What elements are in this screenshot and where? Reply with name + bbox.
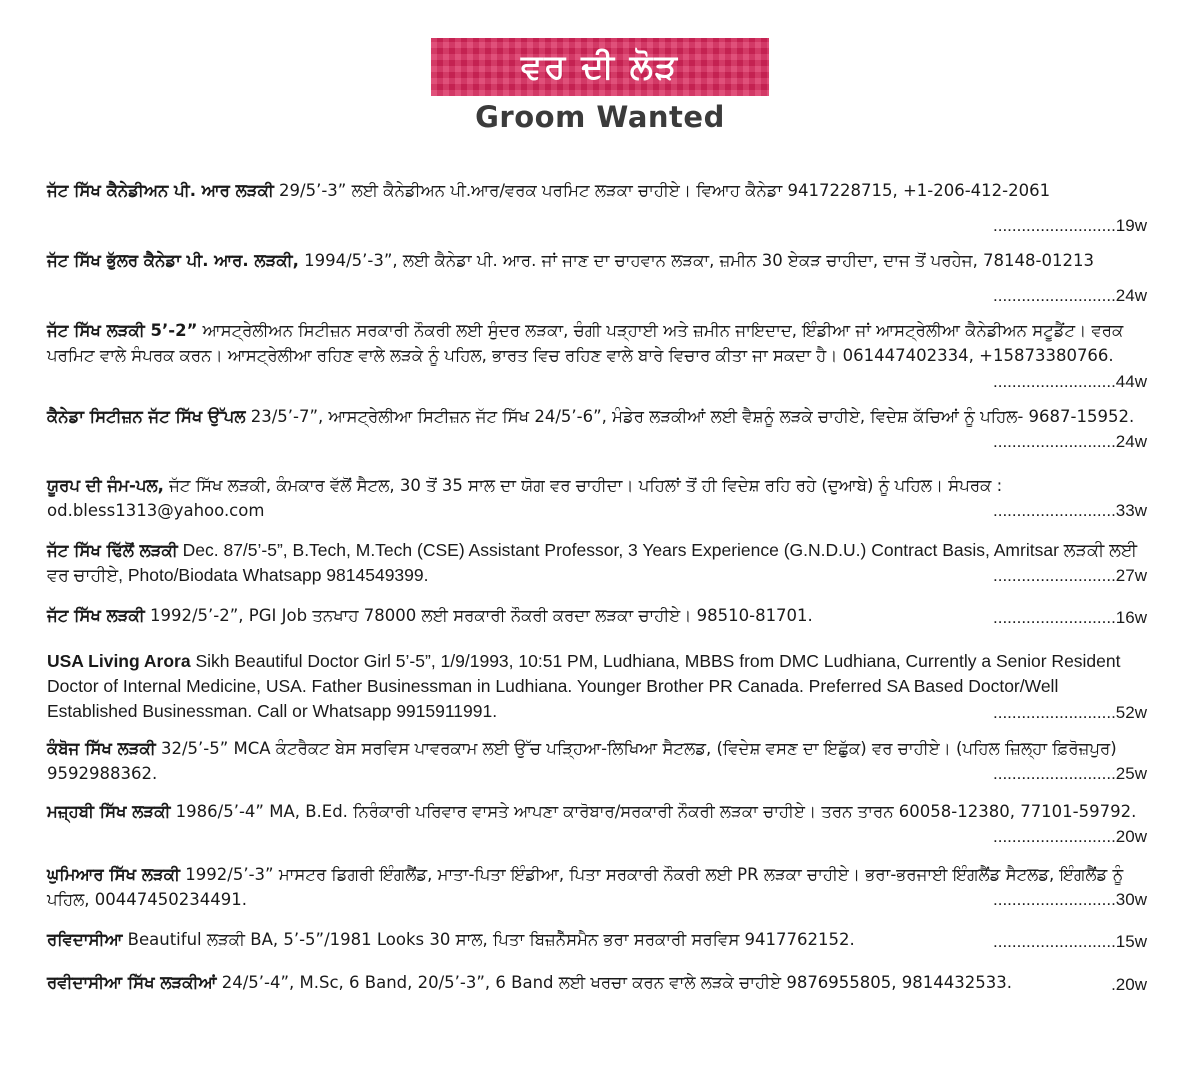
ad-price: ..........................19w <box>987 213 1147 238</box>
ad-body <box>47 318 1147 368</box>
ad-lead: ਜੱਟ ਸਿੱਖ ਲੜਕੀ 5’-2” <box>47 321 198 340</box>
classified-ad <box>47 862 1147 912</box>
section-subtitle: Groom Wanted <box>475 100 725 134</box>
classified-ad <box>47 649 1147 725</box>
classified-ad <box>47 318 1147 394</box>
ad-body <box>47 970 1147 995</box>
ad-body <box>47 473 1147 523</box>
ad-lead: ਕੰਬੋਜ ਸਿੱਖ ਲੜਕੀ <box>47 739 156 758</box>
ad-price: ..........................16w <box>987 605 1147 630</box>
ad-lead: ਰਵੀਦਾਸੀਆ ਸਿੱਖ ਲੜਕੀਆਂ <box>47 973 217 992</box>
ad-text: 29/5’-3” ਲਈ ਕੈਨੇਡੀਅਨ ਪੀ.ਆਰ/ਵਰਕ ਪਰਮਿਟ ਲੜਕਾ ਚਾਹੀਏ। ਵਿਆਹ ਕੈਨੇਡਾ 9417228715, +1-206-412-2061 <box>273 181 1051 200</box>
classified-ad <box>47 799 1147 849</box>
ad-lead: ਘੁਮਿਆਰ ਸਿੱਖ ਲੜਕੀ <box>47 865 181 884</box>
ad-price: ..........................52w <box>987 700 1147 725</box>
ad-body <box>47 248 1147 273</box>
ad-price: ..........................33w <box>987 498 1147 523</box>
ad-price: .20w <box>1105 972 1147 997</box>
ad-body <box>47 404 1147 429</box>
ad-lead: ਜੱਟ ਸਿੱਖ ਭੁੱਲਰ ਕੈਨੇਡਾ ਪੀ. ਆਰ. ਲੜਕੀ, <box>47 251 299 270</box>
ad-text: 24/5’-4”, M.Sc, 6 Band, 20/5’-3”, 6 Band ਲਈ ਖਰਚਾ ਕਰਨ ਵਾਲੇ ਲੜਕੇ ਚਾਹੀਏ 9876955805, 9814432533. <box>216 973 1013 992</box>
ad-text: ਜੱਟ ਸਿੱਖ ਲੜਕੀ, ਕੰਮਕਾਰ ਵੱਲੋਂ ਸੈਟਲ, 30 ਤੋਂ 35 ਸਾਲ ਦਾ ਯੋਗ ਵਰ ਚਾਹੀਦਾ। ਪਹਿਲਾਂ ਤੋਂ ਹੀ ਵਿਦੇਸ਼ ਰਹਿ ਰਹੇ (ਦੁਆਬੇ) ਨੂੰ ਪਹਿਲ। ਸੰਪਰਕ : od.bless1313@yahoo.com <box>47 476 1003 520</box>
classified-ad <box>47 404 1147 454</box>
classified-ad <box>47 538 1147 588</box>
ad-lead: ਰਵਿਦਾਸੀਆ <box>47 930 123 949</box>
ad-text: 1992/5’-3” ਮਾਸਟਰ ਡਿਗਰੀ ਇੰਗਲੈਂਡ, ਮਾਤਾ-ਪਿਤਾ ਇੰਡੀਆ, ਪਿਤਾ ਸਰਕਾਰੀ ਨੌਕਰੀ ਲਈ PR ਲੜਕਾ ਚਾਹੀਏ। ਭਰਾ-ਭਰਜਾਈ ਇੰਗਲੈਂਡ ਸੈਟਲਡ, ਇੰਗਲੈਂਡ ਨੂੰ ਪਹਿਲ, 00447450234491. <box>47 865 1124 909</box>
ad-text: 32/5’-5” MCA ਕੰਟਰੈਕਟ ਬੇਸ ਸਰਵਿਸ ਪਾਵਰਕਾਮ ਲਈ ਉੱਚ ਪੜ੍ਹਿਆ-ਲਿਖਿਆ ਸੈਟਲਡ, (ਵਿਦੇਸ਼ ਵਸਣ ਦਾ ਇਛੁੱਕ) ਵਰ ਚਾਹੀਏ। (ਪਹਿਲ ਜ਼ਿਲ੍ਹਾ ਫ਼ਿਰੋਜ਼ਪੁਰ) 9592988362. <box>47 739 1117 783</box>
classified-ad <box>47 178 1147 238</box>
classified-ad <box>47 927 1147 954</box>
ad-text: Dec. 87/5’-5”, B.Tech, M.Tech (CSE) Assistant Professor, 3 Years Experience (G.N.D.U.) Contract Basis, Amritsar ਲੜਕੀ ਲਈ ਵਰ ਚਾਹੀਏ, Photo/Biodata Whatsapp 9814549399. <box>47 540 1138 585</box>
classified-ads-list <box>47 178 1147 997</box>
ad-body <box>47 649 1147 724</box>
classified-ad <box>47 248 1147 308</box>
ad-body <box>47 736 1147 786</box>
ad-lead: ਮਜ਼੍ਹਬੀ ਸਿੱਖ ਲੜਕੀ <box>47 802 171 821</box>
ad-price: ..........................30w <box>987 887 1147 912</box>
ad-body <box>47 862 1147 912</box>
ad-lead: ਯੂਰਪ ਦੀ ਜੰਮ-ਪਲ, <box>47 476 164 495</box>
ad-text: ਆਸਟ੍ਰੇਲੀਅਨ ਸਿਟੀਜ਼ਨ ਸਰਕਾਰੀ ਨੌਕਰੀ ਲਈ ਸੁੰਦਰ ਲੜਕਾ, ਚੰਗੀ ਪੜ੍ਹਾਈ ਅਤੇ ਜ਼ਮੀਨ ਜਾਇਦਾਦ, ਇੰਡੀਆ ਜਾਂ ਆਸਟ੍ਰੇਲੀਆ ਕੈਨੇਡੀਅਨ ਸਟੂਡੈਂਟ। ਵਰਕ ਪਰਮਿਟ ਵਾਲੇ ਸੰਪਰਕ ਕਰਨ। ਆਸਟ੍ਰੇਲੀਆ ਰਹਿਣ ਵਾਲੇ ਲੜਕੇ ਨੂੰ ਪਹਿਲ, ਭਾਰਤ ਵਿਚ ਰਹਿਣ ਵਾਲੇ ਬਾਰੇ ਵਿਚਾਰ ਕੀਤਾ ਜਾ ਸਕਦਾ ਹੈ। 061447402334, +15873380766. <box>47 321 1124 365</box>
classified-ad <box>47 736 1147 786</box>
ad-body <box>47 799 1147 824</box>
ad-text: 1992/5’-2”, PGI Job ਤਨਖਾਹ 78000 ਲਈ ਸਰਕਾਰੀ ਨੌਕਰੀ ਕਰਦਾ ਲੜਕਾ ਚਾਹੀਏ। 98510-81701. <box>144 606 813 625</box>
ad-lead: ਜੱਟ ਸਿੱਖ ਲੜਕੀ <box>47 606 145 625</box>
ad-price: ..........................15w <box>987 929 1147 954</box>
header <box>0 38 1200 134</box>
ad-lead: ਜੱਟ ਸਿੱਖ ਕੈਨੇਡੀਅਨ ਪੀ. ਆਰ ਲੜਕੀ <box>47 181 274 200</box>
ad-price: ..........................25w <box>987 761 1147 786</box>
ad-lead: ਜੱਟ ਸਿੱਖ ਢਿੱਲੋਂ ਲੜਕੀ <box>47 541 178 560</box>
ad-text: Sikh Beautiful Doctor Girl 5’-5”, 1/9/1993, 10:51 PM, Ludhiana, MBBS from DMC Ludhiana, Currently a Senior Resident Doctor of Internal Medicine, USA. Father Businessman in Ludhiana. Younger Brother PR Canada. Preferred SA Based Doctor/Well Established Businessman. Call or Whatsapp 9915911991. <box>47 651 1121 721</box>
ad-text: 1994/5’-3”, ਲਈ ਕੈਨੇਡਾ ਪੀ. ਆਰ. ਜਾਂ ਜਾਣ ਦਾ ਚਾਹਵਾਨ ਲੜਕਾ, ਜ਼ਮੀਨ 30 ਏਕੜ ਚਾਹੀਦਾ, ਦਾਜ ਤੋਂ ਪਰਹੇਜ, 78148-01213 <box>298 251 1094 270</box>
ad-price: ..........................44w <box>987 369 1147 394</box>
ad-body <box>47 178 1147 203</box>
banner-title: ਵਰ ਦੀ ਲੋੜ <box>431 38 769 96</box>
ad-text: Beautiful ਲੜਕੀ BA, 5’-5”/1981 Looks 30 ਸਾਲ, ਪਿਤਾ ਬਿਜ਼ਨੈੱਸਮੈਨ ਭਰਾ ਸਰਕਾਰੀ ਸਰਵਿਸ 9417762152. <box>122 930 855 949</box>
classified-ad <box>47 473 1147 523</box>
ad-body <box>47 603 1147 628</box>
ad-price: ..........................24w <box>987 429 1147 454</box>
ad-price: ..........................20w <box>987 824 1147 849</box>
ad-lead: USA Living Arora <box>47 651 191 671</box>
ad-text: 23/5’-7”, ਆਸਟ੍ਰੇਲੀਆ ਸਿਟੀਜ਼ਨ ਜੱਟ ਸਿੱਖ 24/5’-6”, ਮੰਡੇਰ ਲੜਕੀਆਂ ਲਈ ਵੈਸ਼ਨੂੰ ਲੜਕੇ ਚਾਹੀਏ, ਵਿਦੇਸ਼ ਕੱਚਿਆਂ ਨੂੰ ਪਹਿਲ- 9687-15952. <box>245 407 1135 426</box>
ad-price: ..........................27w <box>987 563 1147 588</box>
classified-ad <box>47 970 1147 997</box>
classified-ad <box>47 603 1147 630</box>
ad-body <box>47 927 1147 952</box>
ad-lead: ਕੈਨੇਡਾ ਸਿਟੀਜ਼ਨ ਜੱਟ ਸਿੱਖ ਉੱਪਲ <box>47 407 246 426</box>
ad-text: 1986/5’-4” MA, B.Ed. ਨਿਰੰਕਾਰੀ ਪਰਿਵਾਰ ਵਾਸਤੇ ਆਪਣਾ ਕਾਰੋਬਾਰ/ਸਰਕਾਰੀ ਨੌਕਰੀ ਲੜਕਾ ਚਾਹੀਏ। ਤਰਨ ਤਾਰਨ 60058-12380, 77101-59792. <box>170 802 1137 821</box>
ad-price: ..........................24w <box>987 283 1147 308</box>
ad-body <box>47 538 1147 588</box>
